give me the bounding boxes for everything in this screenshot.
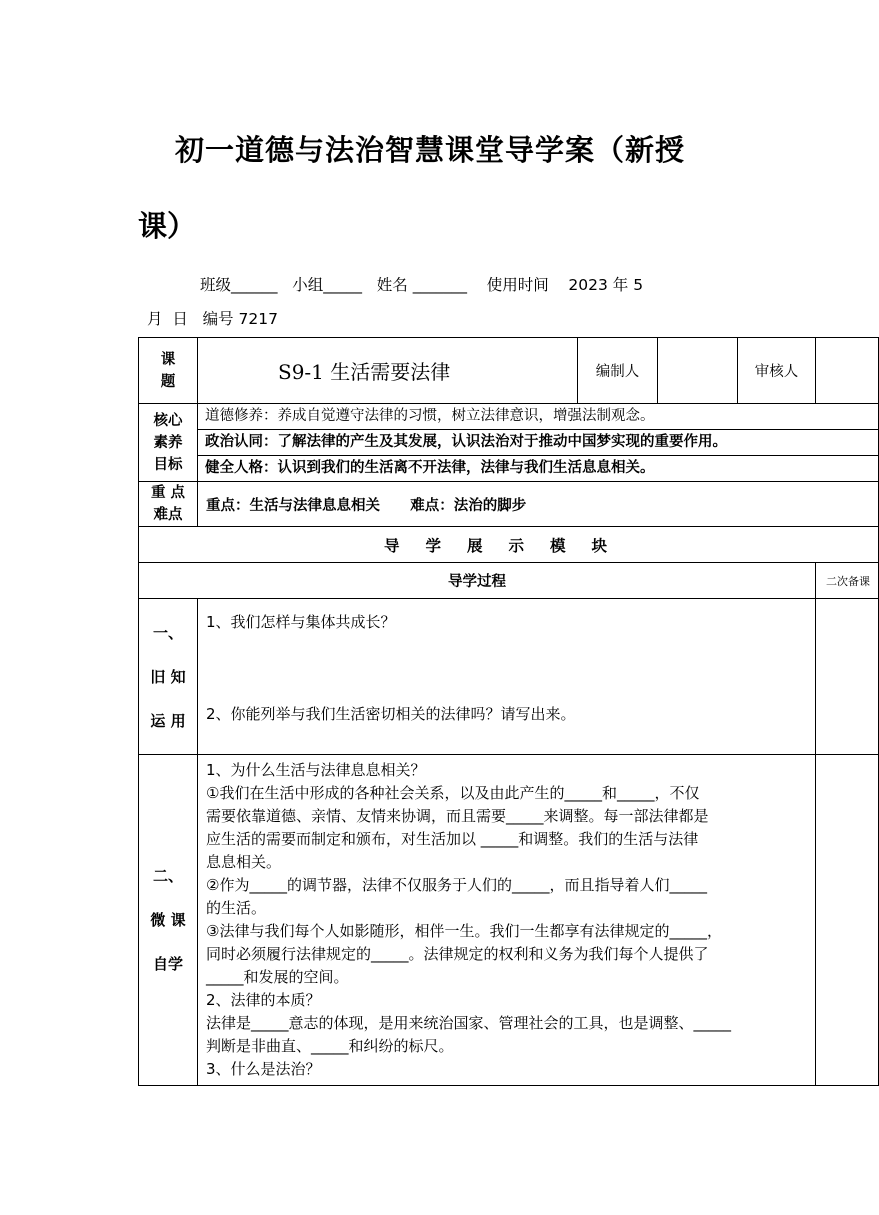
section-row-1 <box>139 599 879 755</box>
goal-political: 政治认同：了解法律的产生及其发展，认识法治对于推动中国梦实现的重要作用。 <box>198 430 878 456</box>
section-2-line: 的生活。 <box>206 899 267 917</box>
section-2-line: 应生活的需要而制定和颁布，对生活加以 _____和调整。我们的生活与法律 <box>206 830 699 848</box>
goals-label: 核心 素养 目标 <box>139 404 198 482</box>
goals-cell <box>198 404 879 482</box>
section-2-line: 需要依靠道德、亲情、友情来协调，而且需要_____来调整。每一部法律都是 <box>206 807 709 825</box>
topic-value: S9-1 生活需要法律 <box>198 338 578 404</box>
reviewer-label: 审核人 <box>738 338 816 404</box>
section-1-notes <box>816 599 879 755</box>
topic-row <box>139 338 879 404</box>
editor-label: 编制人 <box>578 338 658 404</box>
section-2-line: 判断是非曲直、_____和纠纷的标尺。 <box>206 1037 454 1055</box>
section-1-label: 一、 旧 知 运 用 <box>139 599 198 755</box>
section-2-content <box>198 755 816 1086</box>
keypoints-row <box>139 482 879 527</box>
section-2-line: ①我们在生活中形成的各种社会关系，以及由此产生的_____和_____，不仅 <box>206 784 700 802</box>
section-2-line: 2、法律的本质？ <box>206 991 321 1009</box>
section-2-line: 3、什么是法治？ <box>206 1060 321 1078</box>
goal-moral: 道德修养：养成自觉遵守法律的习惯，树立法律意识，增强法制观念。 <box>198 404 878 430</box>
section-row-2 <box>139 755 879 1086</box>
process-header-row <box>139 563 879 599</box>
student-info-line1: 班级______ 小组_____ 姓名 _______ 使用时间 2023 年 5 <box>200 276 644 294</box>
document-title-line1: 初一道德与法治智慧课堂导学案（新授 <box>174 133 685 167</box>
section-1-line: 1、我们怎样与集体共成长？ <box>206 613 396 631</box>
section-2-line: 同时必须履行法律规定的_____。法律规定的权利和义务为我们每个人提供了 <box>206 945 709 963</box>
section-2-line: ②作为_____的调节器，法律不仅服务于人们的_____，而且指导着人们_____ <box>206 876 707 894</box>
answer-space <box>206 634 807 703</box>
student-info-line2: 月 日 编号 7217 <box>147 310 279 328</box>
section-2-line: _____和发展的空间。 <box>206 968 349 986</box>
section-2-line: 法律是_____意志的体现，是用来统治国家、管理社会的工具，也是调整、_____ <box>206 1014 732 1032</box>
reviewer-value <box>816 338 879 404</box>
section-1-content <box>198 599 816 755</box>
section-2-label: 二、 微 课 自学 <box>139 755 198 1086</box>
section-1-line: 2、你能列举与我们生活密切相关的法律吗？请写出来。 <box>206 705 576 723</box>
topic-label: 课 题 <box>139 338 198 404</box>
banner-row <box>139 527 879 563</box>
keypoints-label: 重 点 难点 <box>139 482 198 527</box>
notes-header: 二次备课 <box>816 563 879 599</box>
section-2-notes <box>816 755 879 1086</box>
keypoints-value: 重点：生活与法律息息相关 难点：法治的脚步 <box>198 482 879 527</box>
section-2-line: ③法律与我们每个人如影随形，相伴一生。我们一生都享有法律规定的_____， <box>206 922 722 940</box>
editor-value <box>658 338 738 404</box>
document-title-line2: 课） <box>138 209 197 243</box>
section-2-line: 1、为什么生活与法律息息相关？ <box>206 761 426 779</box>
goal-personality: 健全人格：认识到我们的生活离不开法律，法律与我们生活息息相关。 <box>205 460 655 476</box>
module-banner: 导学展示模块 <box>139 527 879 563</box>
process-header: 导学过程 <box>139 563 816 599</box>
section-2-line: 息息相关。 <box>206 853 282 871</box>
lesson-table <box>138 337 879 1086</box>
goals-row <box>139 404 879 482</box>
